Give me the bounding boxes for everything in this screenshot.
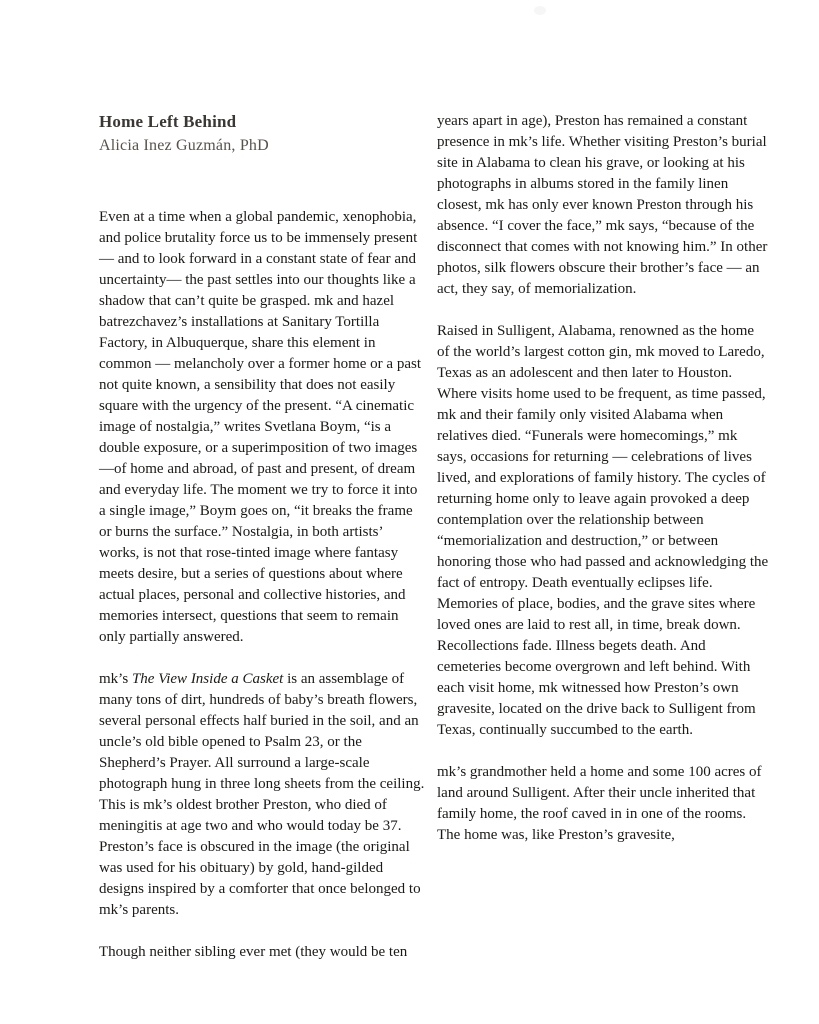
paragraph [437,111,769,300]
article-header [99,109,426,158]
text-segment: mk’s grandmother held a home and some 100 acres of land around Sulligent. After their uncle inherited that family home, the roof caved in in one of the rooms. The home was, like Preston’s gravesite, [437,764,762,843]
paragraph [437,762,769,846]
paragraph [99,207,426,648]
italic-text-segment: The View Inside a Casket [131,671,284,687]
paragraph [99,669,426,921]
text-segment: Though neither sibling ever met (they would be ten [99,944,408,960]
text-segment: years apart in age), Preston has remained a constant presence in mk’s life. Whether visiting Preston’s burial site in Alabama to clean his grave, or looking at his photographs in albums stored in the family linen closest, mk has only ever known Preston through his absence. “I cover the face,” mk says, “because of the disconnect that comes with not knowing him.” In other photos, silk flowers obscure their brother’s face — an act, they say, of memorialization. [437,113,768,297]
paragraph [437,321,769,741]
article-author: Alicia Inez Guzmán, PhD [99,137,269,154]
text-segment: is an assemblage of many tons of dirt, hundreds of baby’s breath flowers, several personal effects half buried in the soil, and an uncle’s old bible opened to Psalm 23, or the Shepherd’s Prayer. All surround a large-scale photograph hung in three long sheets from the ceiling. This is mk’s oldest brother Preston, who died of meningitis at age two and who would today be 37. Preston’s face is obscured in the image (the original was used for his obituary) by gold, hand-gilded designs inspired by a comforter that once belonged to mk’s parents. [99,671,425,918]
right-column [437,0,769,963]
left-column [99,0,426,963]
text-segment: Raised in Sulligent, Alabama, renowned as the home of the world’s largest cotton gin, mk moved to Laredo, Texas as an adolescent and then later to Houston. Where visits home used to be frequent, as time passed, mk and their family only visited Alabama when relatives died. “Funerals were homecomings,” mk says, occasions for returning — celebrations of lives lived, and explorations of family history. The cycles of returning home only to leave again provoked a deep contemplation over the relationship between “memorialization and destruction,” or between honoring those who had passed and acknowledging the fact of entropy. Death eventually eclipses life. Memories of place, bodies, and the grave sites where loved ones are laid to rest all, in time, break down. Recollections fade. Illness begets death. And cemeteries become overgrown and left behind. With each visit home, mk witnessed how Preston’s own gravesite, located on the drive back to Sulligent from Texas, continually succumbed to the earth. [437,323,769,738]
article-title: Home Left Behind [99,112,237,131]
paragraph [99,942,426,963]
text-segment: mk’s [99,671,132,687]
left-column-text [99,207,426,963]
right-column-text [437,111,769,846]
text-segment: Even at a time when a global pandemic, xenophobia, and police brutality force us to be immensely present — and to look forward in a constant state of fear and uncertainty— the past settles into our thoughts like a shadow that can’t quite be grasped. mk and hazel batrezchavez’s installations at Sanitary Tortilla Factory, in Albuquerque, share this element in common — melancholy over a former home or a past not quite known, a sensibility that does not easily square with the urgency of the present. “A cinematic image of nostalgia,” writes Svetlana Boym, “is a double exposure, or a superimposition of two images—of home and abroad, of past and present, of dream and everyday life. The moment we try to force it into a single image,” Boym goes on, “it breaks the frame or burns the surface.” Nostalgia, in both artists’ works, is not that rose-tinted image where fantasy meets desire, but a series of questions about where actual places, personal and collective histories, and memories intersect, questions that seem to remain only partially answered. [99,209,421,645]
two-column-layout [99,0,769,963]
